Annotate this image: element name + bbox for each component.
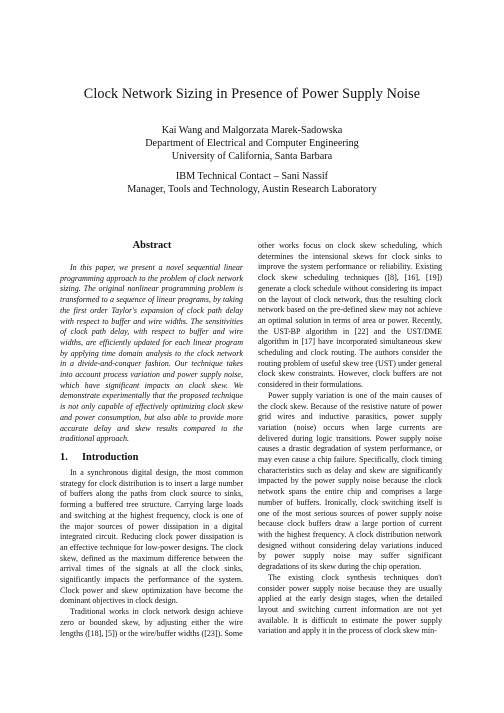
paper-title: Clock Network Sizing in Presence of Power Supply Noise: [83, 86, 421, 102]
right-paragraph-2: Power supply variation is one of the main causes of the clock skew. Because of the resistive nature of power grid wires and inductive parasitics, power supply variation (noise) occurs when large currents are delivered during logic transitions. Power supply noise causes a drastic degradation of system performance, or may even cause a chip failure. Specifically, clock timing characteristics such as delay and skew are significantly impacted by the power supply noise because the clock network spans the entire chip and comprises a large number of buffers. Ironically, clock switching itself is one of the most serious sources of power supply noise because clock buffers draw a large portion of current with the highest frequency. A clock distribution network designed without considering delay variations induced by power supply noise may suffer significant degradations of its skew during the chip operation.: [258, 390, 442, 572]
left-column-body: [60, 468, 243, 639]
section-heading-introduction: [60, 452, 138, 463]
contact-block: [0, 170, 504, 196]
abstract-text: In this paper, we present a novel sequential linear programming approach to the problem of clock network sizing. The original nonlinear programming problem is transformed to a sequence of linear programs, by taking the first order Taylor's expansion of clock path delay with respect to buffer and wire widths. The sensitivities of clock path delay, with respect to buffer and wire widths, are efficiently updated for each linear program by applying time domain analysis to the clock network in a divide-and-conquer fashion. Our technique takes into account process variation and power supply noise, which have significant impacts on clock skew. We demonstrate experimentally that the proposed technique is not only capable of effectively optimizing clock skew and power consumption, but also able to provide more accurate delay and skew results compared to the traditional approach.: [60, 263, 243, 444]
right-column-body: [258, 241, 442, 637]
authors: Kai Wang and Malgorzata Marek-Sadowska: [161, 125, 343, 136]
ibm-contact: IBM Technical Contact – Sani Nassif: [175, 171, 329, 182]
right-paragraph-1: other works focus on clock skew scheduling, which determines the intensional skews for clock sinks to improve the system performance or reliability. Existing clock skew scheduling techniques ([8], [16], [19]) generate a clock schedule without considering its impact on the layout of clock network, thus the resulting clock network based on the pre-defined skew may not achieve an optimal solution in terms of area or power. Recently, the UST-BP algorithm in [22] and the UST/DME algorithm in [17] have incorporated simultaneous skew scheduling and clock routing. The authors consider the routing problem of useful skew tree (UST) under general clock skew constraints. However, clock buffers are not considered in their formulations.: [258, 241, 442, 390]
abstract-body: [60, 263, 243, 445]
affiliation-department: Department of Electrical and Computer Engineering: [145, 138, 359, 149]
ibm-manager: Manager, Tools and Technology, Austin Research Laboratory: [127, 184, 377, 195]
intro-paragraph-1: In a synchronous digital design, the most common strategy for clock distribution is to insert a large number of buffers along the paths from clock source to sinks, forming a buffered tree structure. Carrying large loads and switching at the highest frequency, clock is one of the major sources of power dissipation in a digital integrated circuit. Reducing clock power dissipation is an effective technique for low-power designs. The clock skew, defined as the maximum difference between the arrival times of the signals at all the clock sinks, significantly impacts the performance of the system. Clock power and skew optimization have become the dominant objectives in clock design.: [60, 468, 243, 606]
abstract-heading: Abstract: [132, 240, 172, 251]
affiliation-university: University of California, Santa Barbara: [171, 151, 333, 162]
section-title: Introduction: [82, 452, 139, 463]
author-block: [0, 124, 504, 163]
section-number: 1.: [60, 452, 68, 463]
intro-paragraph-2: Traditional works in clock network design achieve zero or bounded skew, by adjusting either the wire lengths ([18], [5]) or the wire/buffer widths ([23]). Some: [60, 607, 243, 638]
right-paragraph-3: The existing clock synthesis techniques don't consider power supply noise because they are usually applied at the early design stages, when the detailed layout and switching current information are not yet available. It is difficult to estimate the power supply variation and apply it in the process of clock skew min-: [258, 572, 442, 636]
